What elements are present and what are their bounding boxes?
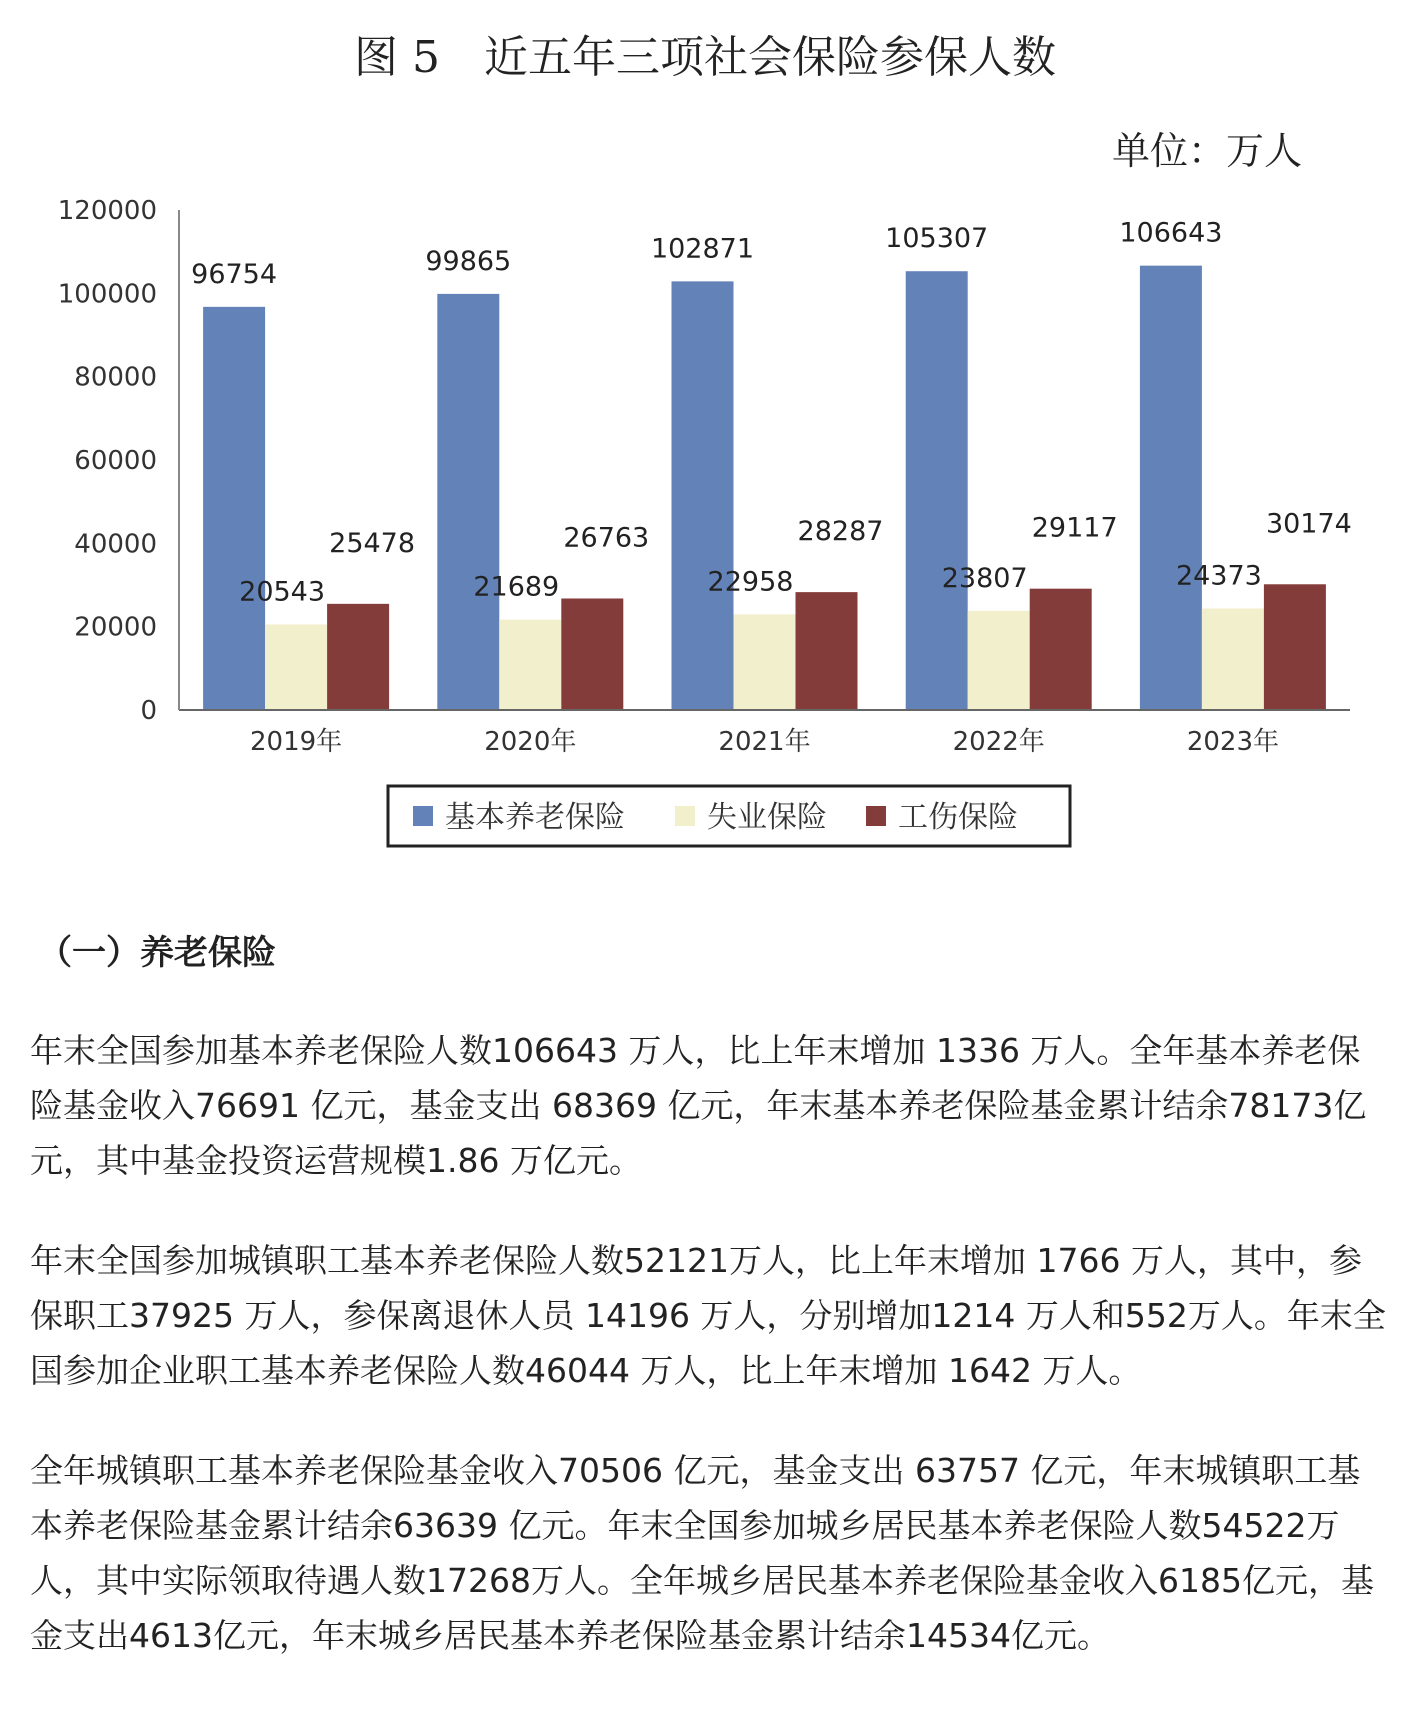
data-label: 30174: [1265, 508, 1352, 540]
data-label: 96754: [191, 258, 278, 290]
data-label: 106643: [1119, 217, 1223, 249]
legend-label: 工伤保险: [898, 800, 1018, 835]
legend-swatch: [413, 806, 433, 826]
x-tick-label: 2023年: [1186, 727, 1279, 757]
legend-swatch: [866, 806, 886, 826]
x-axis: [250, 727, 1279, 757]
bar-unemployment-2021年: [734, 614, 796, 710]
legend-swatch: [675, 806, 695, 826]
data-label: 21689: [473, 571, 560, 603]
paragraph-1: 年末全国参加基本养老保险人数106643 万人，比上年末增加 1336 万人。全年基本养老保险基金收入76691 亿元，基金支出 68369 亿元，年末基本养老保险基金累计结余78173亿元，其中基金投资运营规模1.86 万亿元。: [30, 1031, 1367, 1180]
bar-injury-2021年: [796, 592, 858, 710]
data-label: 29117: [1031, 512, 1118, 544]
bar-pension-2020年: [437, 294, 499, 710]
paragraph-3: 全年城镇职工基本养老保险基金收入70506 亿元，基金支出 63757 亿元，年末城镇职工基本养老保险基金累计结余63639 亿元。年末全国参加城乡居民基本养老保险人数54522万人，其中实际领取待遇人数17268万人。全年城乡居民基本养老保险基金收入6185亿元，基金支出4613亿元，年末城乡居民基本养老保险基金累计结余14534亿元。: [30, 1451, 1374, 1655]
data-label: 25478: [329, 527, 416, 559]
data-label: 24373: [1175, 560, 1262, 592]
data-label: 20543: [239, 576, 326, 608]
y-tick-label: 80000: [74, 362, 157, 393]
bar-pension-2019年: [203, 307, 265, 710]
y-tick-label: 40000: [74, 529, 157, 560]
bar-pension-2022年: [906, 271, 968, 710]
data-label: 102871: [650, 233, 755, 265]
section-heading: （一）养老保险: [38, 933, 276, 973]
bar-unemployment-2023年: [1202, 608, 1264, 710]
legend: [388, 786, 1070, 846]
data-label: 26763: [563, 522, 650, 554]
data-label: 99865: [425, 245, 512, 277]
bar-unemployment-2019年: [265, 624, 327, 710]
data-label: 22958: [707, 566, 794, 598]
x-tick-label: 2021年: [718, 727, 811, 757]
bar-unemployment-2020年: [499, 620, 561, 710]
x-tick-label: 2019年: [250, 727, 343, 757]
x-tick-label: 2020年: [484, 727, 577, 757]
x-tick-label: 2022年: [952, 727, 1045, 757]
y-tick-label: 100000: [57, 279, 157, 310]
bar-injury-2023年: [1264, 584, 1326, 710]
bar-pension-2023年: [1140, 266, 1202, 710]
y-axis: [58, 196, 157, 726]
legend-label: 基本养老保险: [445, 800, 625, 835]
y-tick-label: 60000: [74, 446, 157, 476]
unit-label: 单位：万人: [1111, 129, 1302, 173]
bar-chart: [0, 0, 1411, 860]
y-tick-label: 0: [140, 696, 157, 726]
data-label: 23807: [941, 562, 1028, 594]
bar-injury-2022年: [1030, 589, 1092, 710]
data-label: 28287: [797, 516, 884, 548]
y-tick-label: 120000: [57, 196, 157, 226]
y-tick-label: 20000: [74, 612, 157, 643]
legend-label: 失业保险: [707, 800, 827, 835]
data-label: 105307: [885, 223, 989, 255]
bar-injury-2019年: [327, 604, 389, 710]
bar-unemployment-2022年: [968, 611, 1030, 710]
bars: [203, 266, 1326, 710]
bar-pension-2021年: [672, 281, 734, 710]
chart-title: 图 5 近五年三项社会保险参保人数: [354, 32, 1056, 83]
bar-injury-2020年: [561, 598, 623, 710]
paragraph-2: 年末全国参加城镇职工基本养老保险人数52121万人，比上年末增加 1766 万人，其中，参保职工37925 万人，参保离退休人员 14196 万人，分别增加1214 万人和552万人。年末全国参加企业职工基本养老保险人数46044 万人，比上年末增加 1642 万人。: [30, 1241, 1386, 1390]
